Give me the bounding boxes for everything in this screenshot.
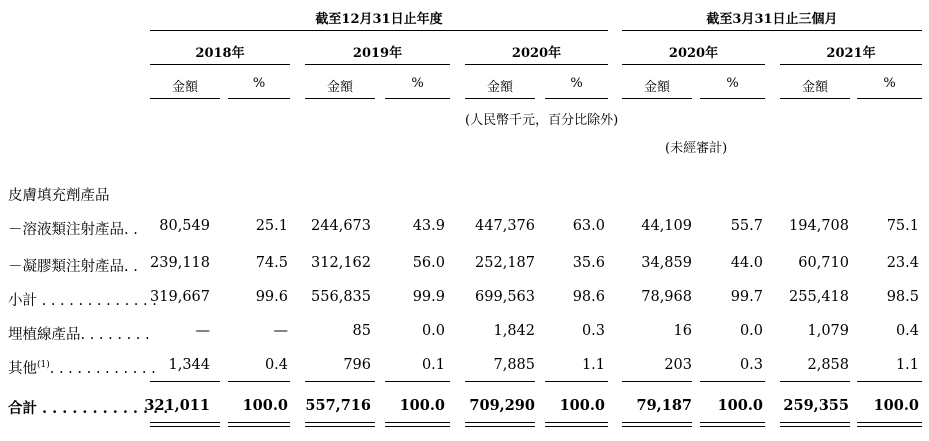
cell-amount: 7,885 <box>493 357 535 373</box>
total-pct: 100.0 <box>717 397 763 414</box>
cell-pct: 0.0 <box>739 323 763 339</box>
pct-header: % <box>570 76 583 91</box>
subtotal-rule <box>305 381 375 382</box>
total-double-rule <box>857 422 922 427</box>
total-pct: 100.0 <box>242 397 288 414</box>
col-rule <box>857 98 922 99</box>
row-label <box>8 357 156 378</box>
total-pct: 100.0 <box>399 397 445 414</box>
year-rule-2020-q <box>622 64 765 65</box>
cell-pct: 25.1 <box>255 218 288 234</box>
year-header-2019: 2019年 <box>352 46 403 61</box>
cell-pct: 0.3 <box>581 323 605 339</box>
cell-pct: 99.6 <box>255 289 288 305</box>
cell-pct: 99.9 <box>412 289 445 305</box>
total-amount: 709,290 <box>469 397 535 414</box>
year-header-2020-q: 2020年 <box>668 46 719 61</box>
total-amount: 557,716 <box>305 397 371 414</box>
cell-pct: 98.6 <box>572 289 605 305</box>
cell-pct: 1.1 <box>895 357 919 373</box>
cell-pct: — <box>273 323 288 339</box>
cell-pct: 43.9 <box>412 218 445 234</box>
col-rule <box>228 98 290 99</box>
year-header-2020: 2020年 <box>511 46 562 61</box>
cell-pct: 98.5 <box>886 289 919 305</box>
subtotal-rule <box>622 381 692 382</box>
amount-header: 金額 <box>326 80 353 95</box>
pct-header: % <box>252 76 266 91</box>
cell-amount: 447,376 <box>475 218 535 234</box>
total-label: 合計 . . . . . . . . . . . . . <box>8 400 169 417</box>
col-rule <box>150 98 220 99</box>
cell-amount: — <box>195 323 210 339</box>
amount-header: 金額 <box>171 80 198 95</box>
total-double-rule <box>385 422 450 427</box>
cell-amount: 244,673 <box>311 218 371 234</box>
row-label-dots: . . . . . . . . . . . . <box>49 361 156 377</box>
total-double-rule <box>150 422 220 427</box>
cell-amount: 255,418 <box>789 289 849 305</box>
cell-pct: 74.5 <box>255 255 288 271</box>
category-label: 皮膚填充劑產品 <box>8 188 110 204</box>
subtotal-rule <box>780 381 850 382</box>
cell-amount: 194,708 <box>789 218 849 234</box>
subtotal-rule <box>465 381 535 382</box>
year-rule-2018 <box>150 64 290 65</box>
period-rule-q <box>622 30 922 31</box>
year-rule-2019 <box>305 64 450 65</box>
cell-amount: 80,549 <box>159 218 210 234</box>
subtotal-rule <box>150 381 220 382</box>
cell-amount: 34,859 <box>641 255 692 271</box>
cell-amount: 1,344 <box>168 357 210 373</box>
unaudited-note: (未經審計) <box>665 141 728 156</box>
pct-header: % <box>411 76 424 91</box>
col-rule <box>700 98 765 99</box>
cell-amount: 78,968 <box>641 289 692 305</box>
subtotal-rule <box>228 381 290 382</box>
cell-amount: 2,858 <box>807 357 849 373</box>
period-header-q: 截至3月31日止三個月 <box>706 12 838 27</box>
cell-amount: 796 <box>343 357 371 373</box>
cell-pct: 0.0 <box>421 323 445 339</box>
cell-pct: 1.1 <box>581 357 605 373</box>
row-label: 埋植線產品. . . . . . . . <box>8 327 150 343</box>
year-rule-2021-q <box>780 64 922 65</box>
year-rule-2020 <box>465 64 608 65</box>
cell-pct: 99.7 <box>730 289 763 305</box>
subtotal-rule <box>385 381 450 382</box>
total-double-rule <box>545 422 608 427</box>
row-label: －溶液類注射產品. . <box>8 222 138 238</box>
col-rule <box>385 98 450 99</box>
total-double-rule <box>622 422 692 427</box>
cell-pct: 63.0 <box>572 218 605 234</box>
unit-note: (人民幣千元，百分比除外) <box>465 113 619 128</box>
year-header-2018: 2018年 <box>195 46 245 61</box>
total-double-rule <box>465 422 535 427</box>
cell-amount: 44,109 <box>641 218 692 234</box>
cell-amount: 16 <box>673 323 692 339</box>
cell-amount: 699,563 <box>475 289 535 305</box>
col-rule <box>545 98 608 99</box>
cell-amount: 239,118 <box>150 255 210 271</box>
cell-pct: 75.1 <box>886 218 919 234</box>
period-rule-fy <box>150 30 608 31</box>
cell-amount: 1,842 <box>493 323 535 339</box>
subtotal-rule <box>857 381 922 382</box>
cell-pct: 0.1 <box>421 357 445 373</box>
cell-pct: 44.0 <box>730 255 763 271</box>
cell-amount: 319,667 <box>150 289 210 305</box>
cell-amount: 252,187 <box>475 255 535 271</box>
year-header-2021-q: 2021年 <box>826 46 876 61</box>
cell-amount: 312,162 <box>311 255 371 271</box>
pct-header: % <box>883 76 896 91</box>
col-rule <box>305 98 375 99</box>
cell-pct: 56.0 <box>412 255 445 271</box>
total-double-rule <box>780 422 850 427</box>
amount-header: 金額 <box>801 80 828 95</box>
subtotal-rule <box>700 381 765 382</box>
amount-header: 金額 <box>643 80 670 95</box>
cell-amount: 60,710 <box>798 255 849 271</box>
cell-amount: 85 <box>352 323 371 339</box>
cell-amount: 1,079 <box>807 323 849 339</box>
col-rule <box>465 98 535 99</box>
row-label: －凝膠類注射產品. . <box>8 259 138 275</box>
total-double-rule <box>228 422 290 427</box>
col-rule <box>780 98 850 99</box>
total-double-rule <box>700 422 765 427</box>
cell-pct: 0.4 <box>895 323 919 339</box>
col-rule <box>622 98 692 99</box>
cell-pct: 23.4 <box>886 255 919 271</box>
cell-pct: 35.6 <box>572 255 605 271</box>
total-amount: 259,355 <box>783 397 849 414</box>
cell-pct: 0.4 <box>264 357 288 373</box>
amount-header: 金額 <box>486 80 513 95</box>
total-pct: 100.0 <box>873 397 919 414</box>
total-pct: 100.0 <box>559 397 605 414</box>
period-header-fy: 截至12月31日止年度 <box>315 12 443 27</box>
total-amount: 79,187 <box>636 397 692 414</box>
row-label-text: 其他 <box>8 361 37 377</box>
pct-header: % <box>726 76 739 91</box>
cell-pct: 55.7 <box>730 218 763 234</box>
cell-pct: 0.3 <box>739 357 763 373</box>
cell-amount: 556,835 <box>311 289 371 305</box>
subtotal-rule <box>545 381 608 382</box>
total-double-rule <box>305 422 375 427</box>
row-label: 小計 . . . . . . . . . . . . . <box>8 293 157 309</box>
cell-amount: 203 <box>664 357 692 373</box>
footnote-marker: (1) <box>37 360 50 371</box>
total-amount: 321,011 <box>144 397 210 414</box>
